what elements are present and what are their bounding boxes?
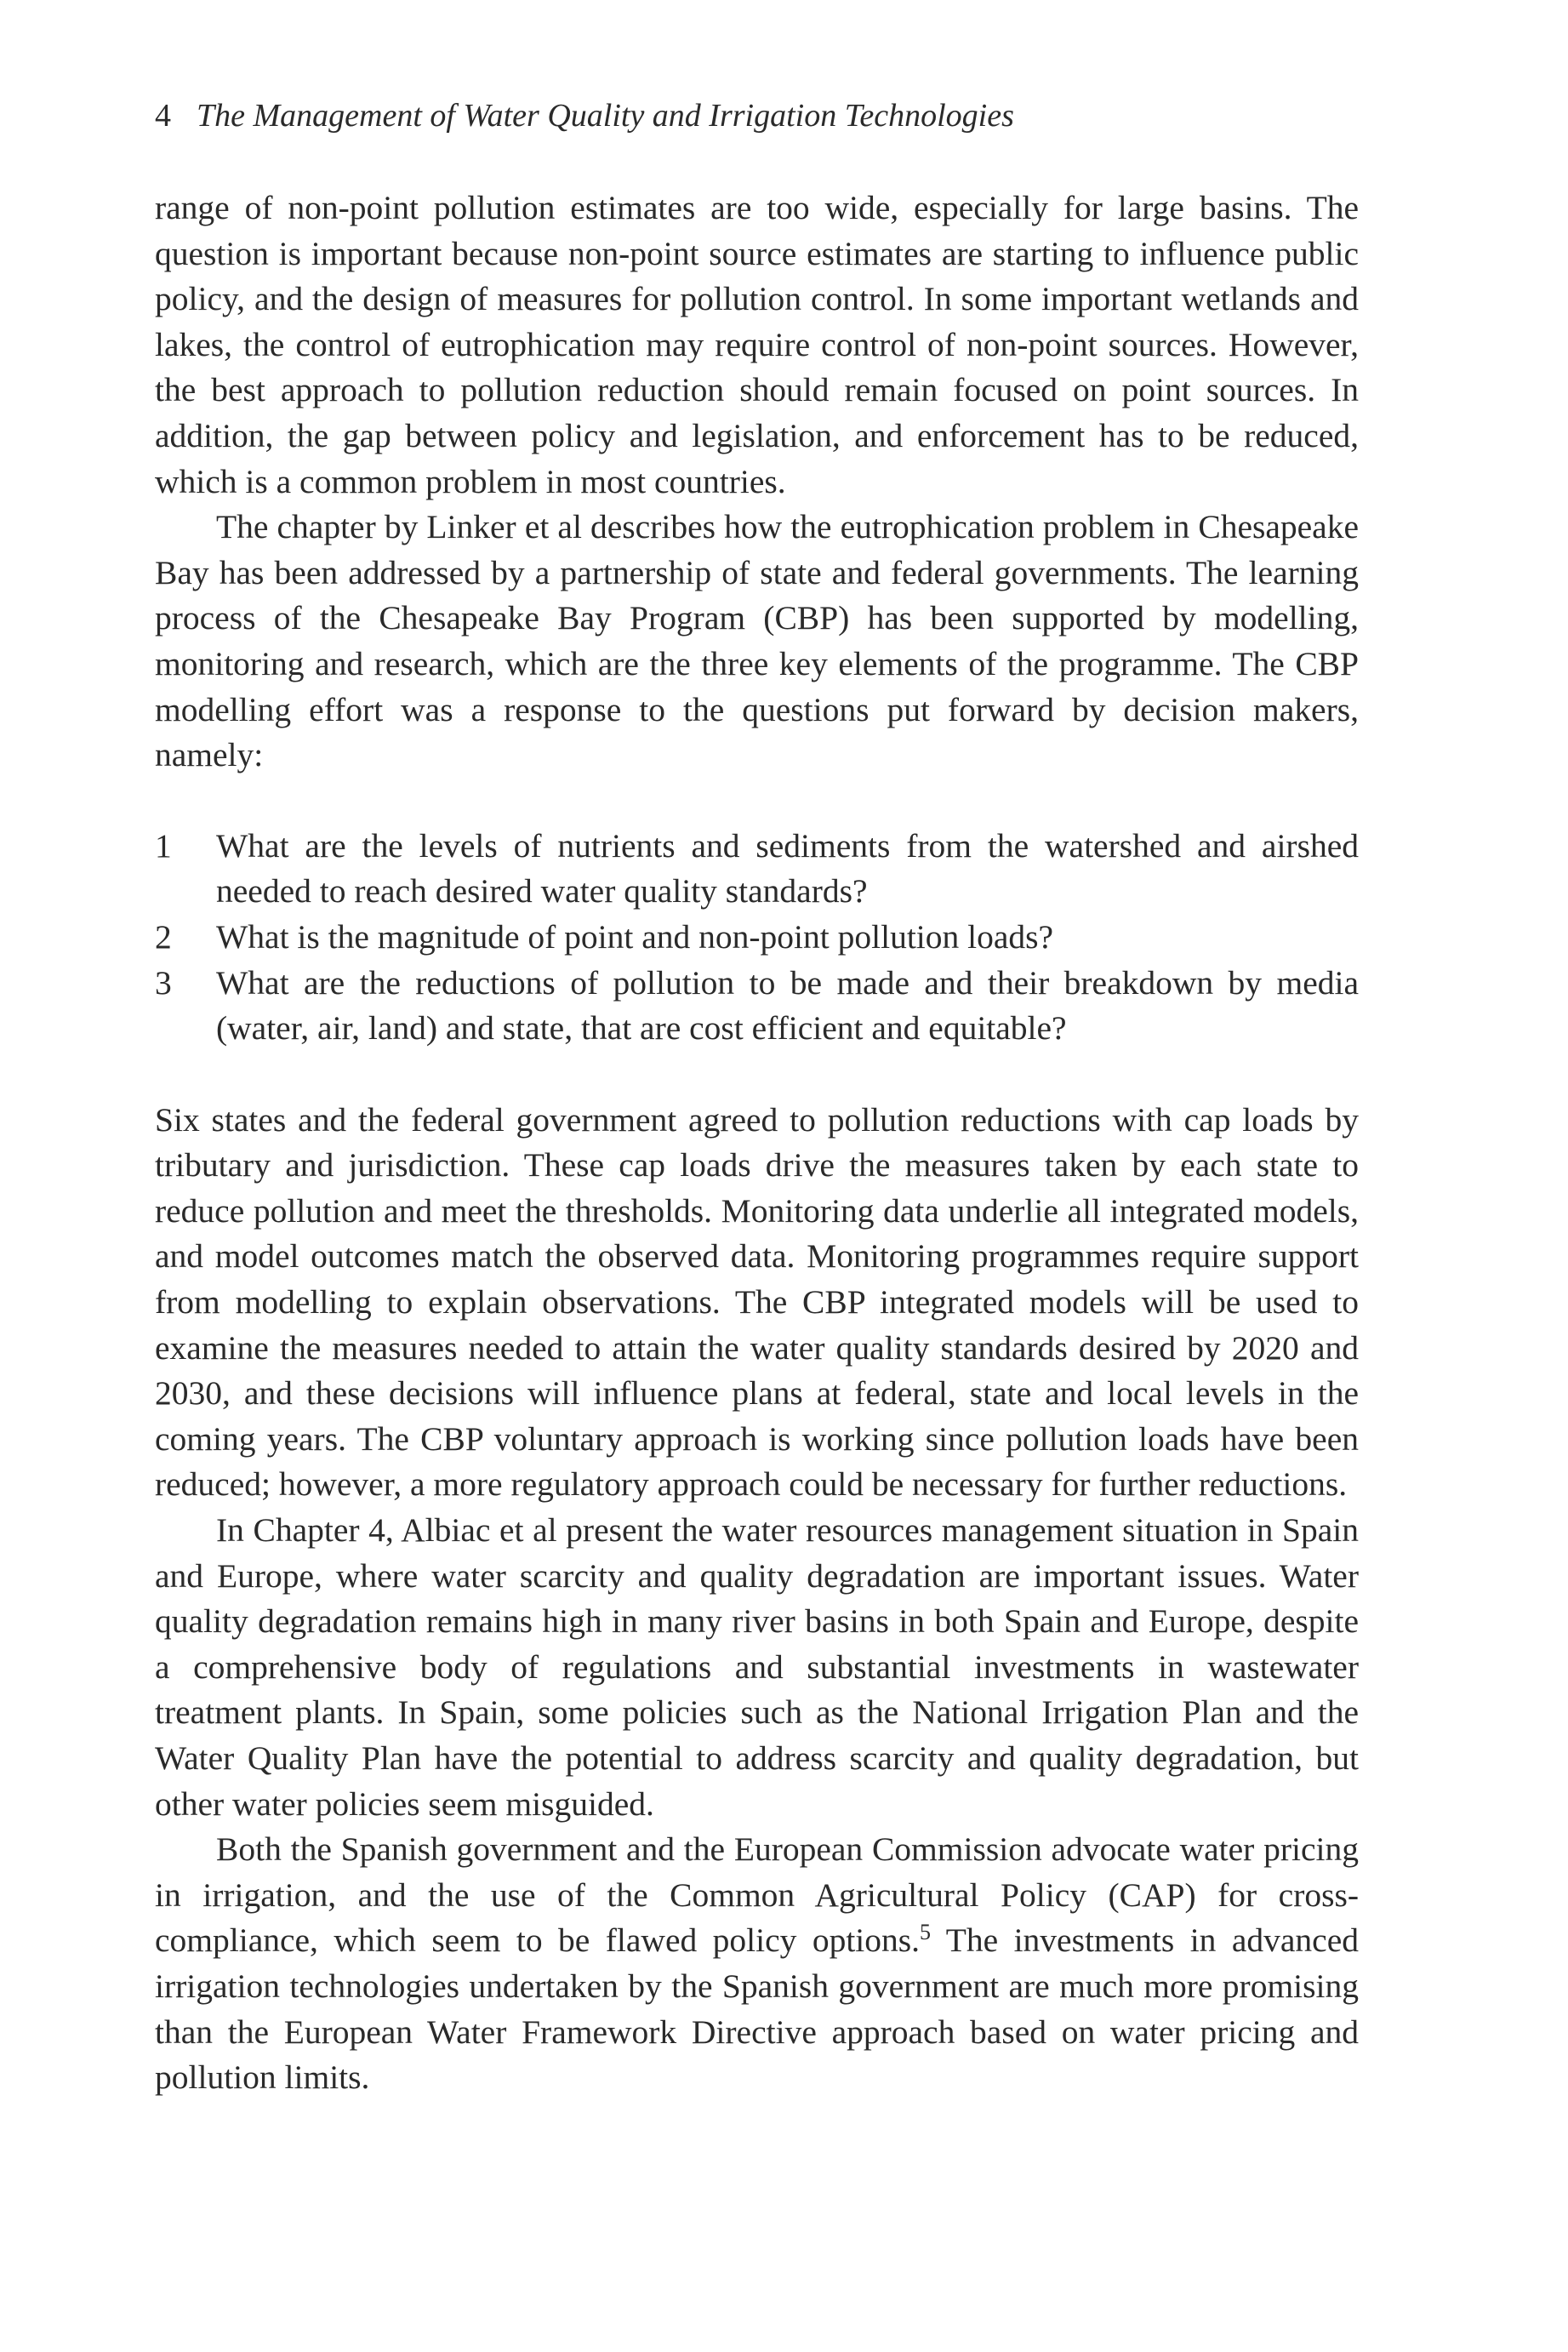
numbered-question-list [155, 824, 1359, 1052]
list-item-number: 1 [155, 826, 172, 865]
running-header [155, 92, 1359, 140]
paragraph-3: Six states and the federal government agreed to pollution reductions with cap loads by tributary and jurisdiction. These cap loads drive the measures taken by each state to reduce pollution and meet the thresholds. Monitoring data underlie all integrated models, and model outcomes match the observed data. Monitoring programmes require support from modelling to explain observations. The CBP integrated models will be used to examine the measures needed to attain the water quality standards desired by 2020 and 2030, and these decisions will influence plans at federal, state and local levels in the coming years. The CBP voluntary approach is working since pollution loads have been reduced; however, a more regulatory approach could be necessary for further reductions. [155, 1100, 1359, 1504]
list-item-text: What are the levels of nutrients and sediments from the watershed and airshed needed to reach desired water quality standards? [216, 826, 1359, 911]
footnote-marker: 5 [920, 1920, 932, 1945]
list-item-number: 3 [155, 963, 172, 1002]
list-item-text: What is the magnitude of point and non-point pollution loads? [216, 917, 1054, 956]
paragraph-1: range of non-point pollution estimates are too wide, especially for large basins. The question is important because non-point source estimates are starting to influence public policy, and the design of measures for pollution control. In some important wetlands and lakes, the control of eutrophication may require control of non-point sources. However, the best approach to pollution reduction should remain focused on point sources. In addition, the gap between policy and legislation, and enforcement has to be reduced, which is a common problem in most countries. [155, 189, 1359, 500]
list-item [155, 824, 1359, 915]
paragraph-5-text-a: Both the Spanish government and the European Commission advocate water pricing in irrigation, and the use of the Common Agricultural Policy (CAP) for cross-compliance, which seem to be flawed policy options. [155, 1830, 1359, 1960]
paragraph-2: The chapter by Linker et al describes how the eutrophication problem in Chesapeake Bay has been addressed by a partnership of state and federal governments. The learning process of the Chesapeake Bay Program (CBP) has been supported by modelling, monitoring and research, which are the three key elements of the programme. The CBP modelling effort was a response to the questions put forward by decision makers, namely: [155, 508, 1359, 774]
list-item-number: 2 [155, 917, 172, 956]
book-page [155, 92, 1359, 2101]
paragraph-5 [155, 1827, 1359, 2101]
running-title: The Management of Water Quality and Irrigation Technologies [197, 98, 1014, 134]
body-text [155, 186, 1359, 2101]
paragraph-4: In Chapter 4, Albiac et al present the water resources management situation in Spain and Europe, where water scarcity and quality degradation are important issues. Water quality degradation remains high in many river basins in both Spain and Europe, despite a comprehensive body of regulations and substantial investments in wastewater treatment plants. In Spain, some policies such as the National Irrigation Plan and the Water Quality Plan have the potential to address scarcity and quality degradation, but other water policies seem misguided. [155, 1511, 1359, 1823]
list-item [155, 915, 1359, 961]
page-number: 4 [155, 98, 171, 134]
list-item-text: What are the reductions of pollution to be made and their breakdown by media (water, air, land) and state, that are cost efficient and equitable? [216, 963, 1359, 1048]
list-item [155, 961, 1359, 1052]
paragraph-5-text-b: The investments in advanced irrigation technologies undertaken by the Spanish government are much more promising than the European Water Framework Directive approach based on water pricing and pollution limits. [155, 1921, 1359, 2097]
